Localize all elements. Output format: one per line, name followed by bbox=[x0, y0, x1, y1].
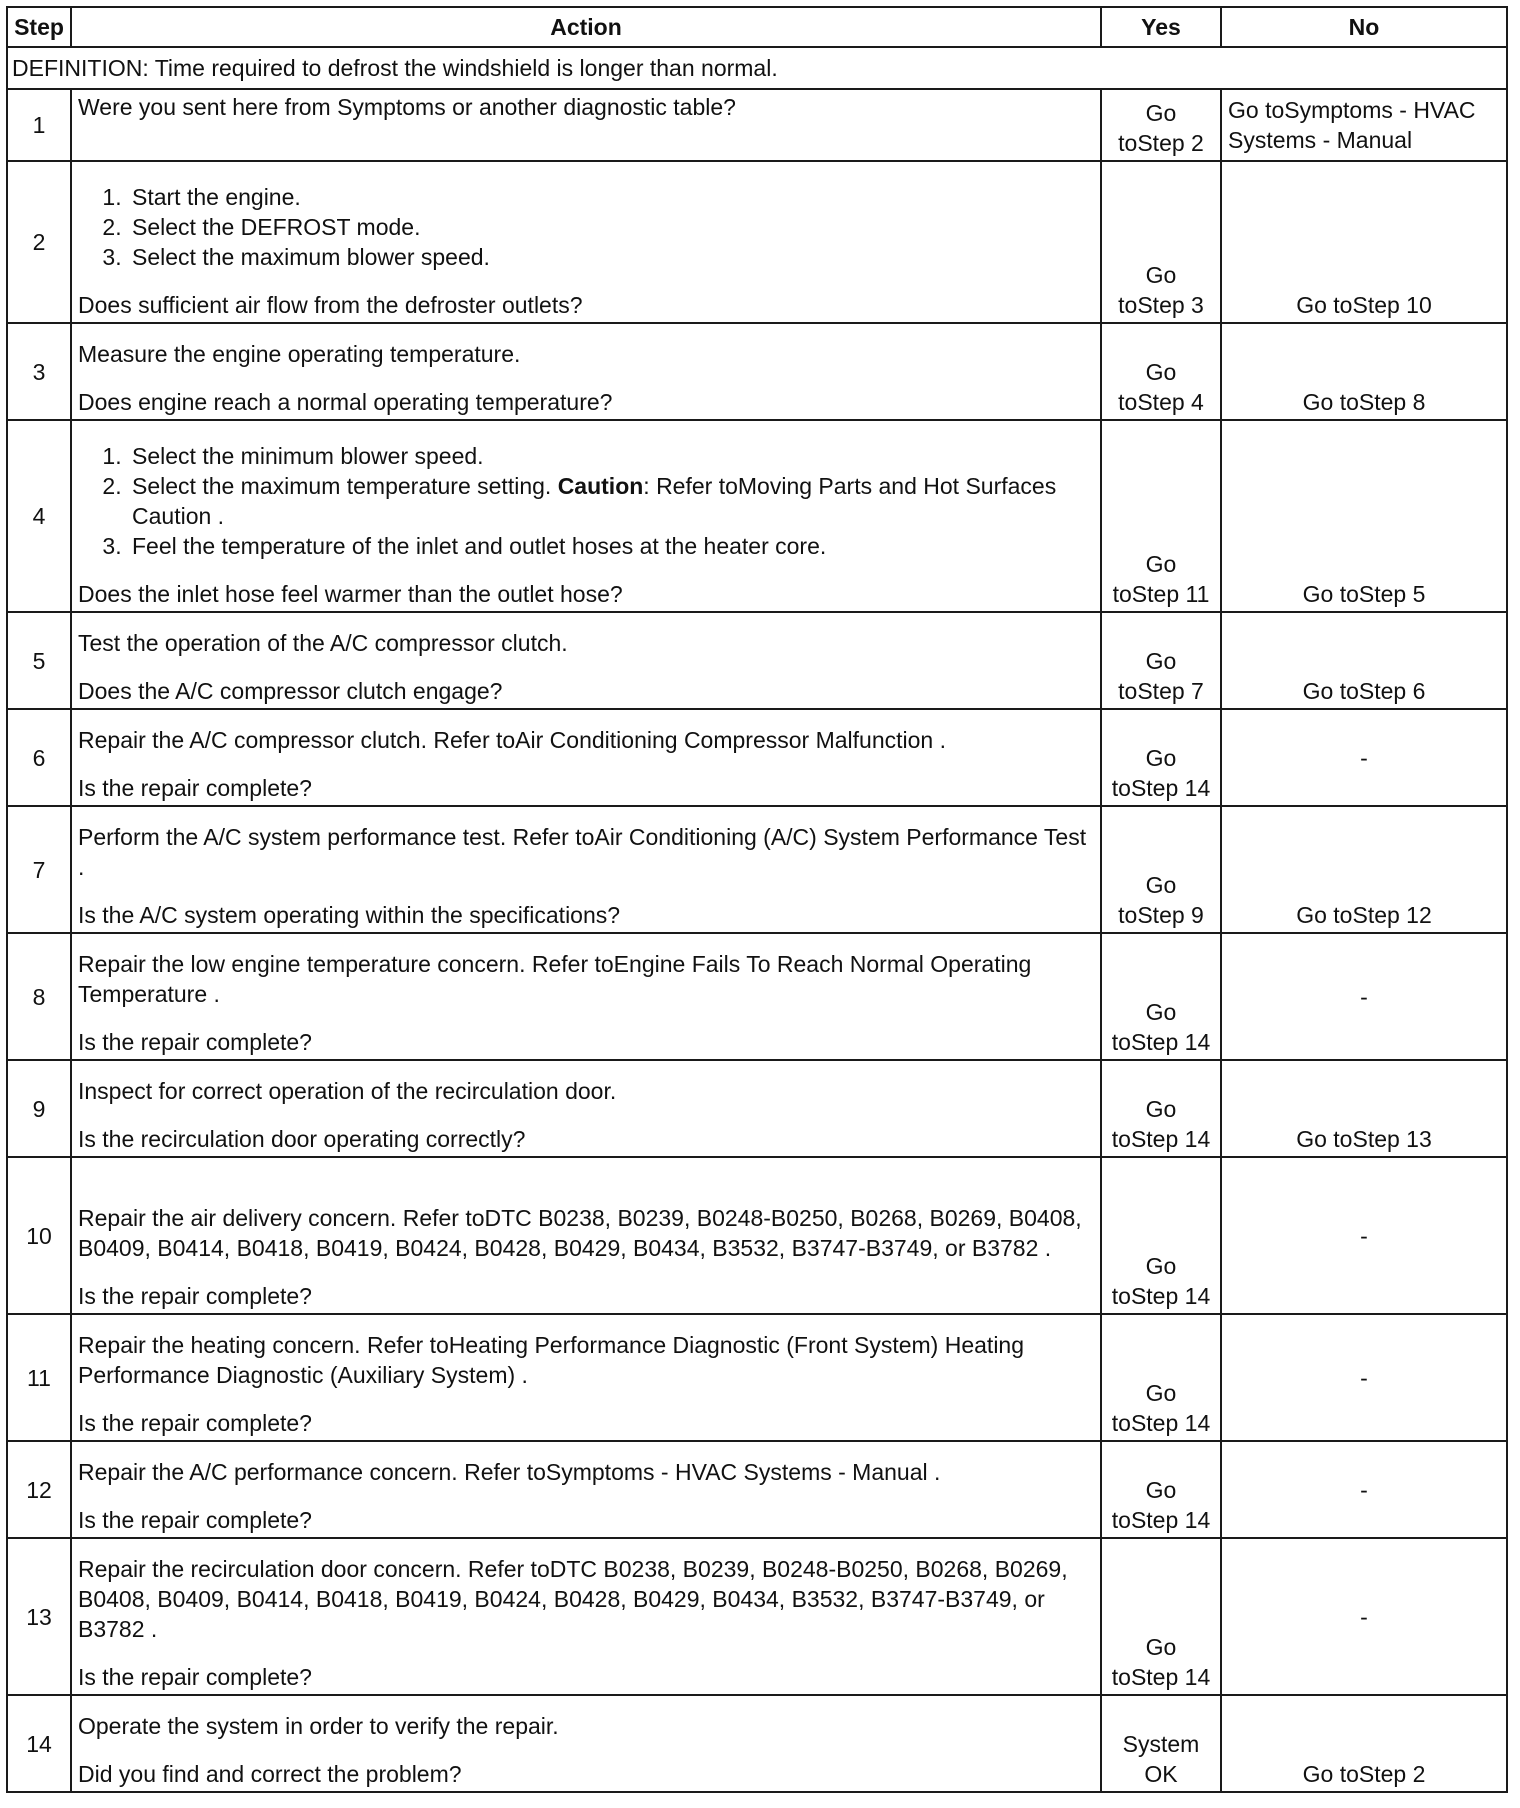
step-number: 13 bbox=[7, 1538, 71, 1695]
question-text: Is the repair complete? bbox=[78, 775, 312, 801]
action-text[interactable]: Repair the low engine temperature concern. Refer toEngine Fails To Reach Normal Operating Temperature . bbox=[78, 951, 1032, 1007]
action-cell bbox=[71, 161, 1101, 323]
yes-cell bbox=[1101, 1060, 1221, 1157]
action-text: Operate the system in order to verify the repair. bbox=[78, 1713, 559, 1739]
step-number: 8 bbox=[7, 933, 71, 1060]
table-row bbox=[7, 806, 1507, 933]
substep-list bbox=[78, 182, 1094, 272]
yes-link[interactable]: toStep 14 bbox=[1111, 1126, 1211, 1152]
question-text: Is the repair complete? bbox=[78, 1664, 312, 1690]
substep: 2. Select the DEFROST mode. bbox=[128, 212, 1094, 242]
yes-go: Go bbox=[1145, 100, 1177, 126]
action-text: Measure the engine operating temperature. bbox=[78, 341, 521, 367]
action-cell bbox=[71, 1314, 1101, 1441]
no-dash: - bbox=[1221, 1314, 1507, 1441]
action-text[interactable]: Repair the A/C compressor clutch. Refer toAir Conditioning Compressor Malfunction . bbox=[78, 727, 946, 753]
yes-link[interactable]: toStep 14 bbox=[1111, 775, 1211, 801]
step-number: 10 bbox=[7, 1157, 71, 1314]
yes-cell bbox=[1101, 89, 1221, 161]
yes-link[interactable]: toStep 7 bbox=[1118, 678, 1204, 704]
yes-link[interactable]: toStep 3 bbox=[1118, 292, 1204, 318]
yes-go: Go bbox=[1145, 359, 1177, 385]
action-cell bbox=[71, 709, 1101, 806]
yes-go: Go bbox=[1145, 551, 1177, 577]
question-text: Is the recirculation door operating correctly? bbox=[78, 1126, 526, 1152]
header-no: No bbox=[1221, 7, 1507, 47]
yes-link[interactable]: toStep 11 bbox=[1112, 581, 1210, 607]
yes-go: Go bbox=[1145, 1253, 1177, 1279]
action-cell bbox=[71, 1538, 1101, 1695]
table-row bbox=[7, 933, 1507, 1060]
no-link[interactable]: Go toStep 2 bbox=[1221, 1695, 1507, 1792]
question-text: Does the inlet hose feel warmer than the outlet hose? bbox=[78, 581, 623, 607]
step-number: 4 bbox=[7, 420, 71, 612]
action-text[interactable]: Perform the A/C system performance test. Refer toAir Conditioning (A/C) System Performance Test . bbox=[78, 824, 1087, 880]
question-text: Is the repair complete? bbox=[78, 1029, 312, 1055]
action-text: Inspect for correct operation of the recirculation door. bbox=[78, 1078, 617, 1104]
step-number: 9 bbox=[7, 1060, 71, 1157]
yes-cell bbox=[1101, 1695, 1221, 1792]
yes-cell bbox=[1101, 1157, 1221, 1314]
step-number: 3 bbox=[7, 323, 71, 420]
no-dash: - bbox=[1221, 709, 1507, 806]
yes-ok: OK bbox=[1144, 1761, 1178, 1787]
yes-cell bbox=[1101, 1538, 1221, 1695]
yes-go: Go bbox=[1145, 872, 1177, 898]
action-text[interactable]: Repair the recirculation door concern. Refer toDTC B0238, B0239, B0248-B0250, B0268, B0269, B0408, B0409, B0414, B0418, B0419, B0424, B0428, B0429, B0434, B3532, B3747-B3749, or B3782 . bbox=[78, 1556, 1068, 1642]
yes-cell bbox=[1101, 612, 1221, 709]
header-yes: Yes bbox=[1101, 7, 1221, 47]
step-number: 5 bbox=[7, 612, 71, 709]
action-cell bbox=[71, 1060, 1101, 1157]
yes-link[interactable]: toStep 14 bbox=[1111, 1664, 1211, 1690]
yes-go: Go bbox=[1145, 1477, 1177, 1503]
substep-text: Select the maximum temperature setting. bbox=[132, 473, 558, 499]
table-row bbox=[7, 420, 1507, 612]
diagnostic-table-container bbox=[6, 6, 1508, 1793]
step-number: 6 bbox=[7, 709, 71, 806]
question-text: Is the A/C system operating within the specifications? bbox=[78, 902, 621, 928]
caution-label: Caution bbox=[557, 473, 644, 499]
header-step: Step bbox=[7, 7, 71, 47]
yes-cell bbox=[1101, 709, 1221, 806]
no-link[interactable]: Go toStep 5 bbox=[1221, 420, 1507, 612]
yes-cell bbox=[1101, 420, 1221, 612]
step-number: 11 bbox=[7, 1314, 71, 1441]
question-text: Does engine reach a normal operating temperature? bbox=[78, 389, 613, 415]
yes-go: Go bbox=[1145, 1096, 1177, 1122]
substep: 1. Start the engine. bbox=[128, 182, 1094, 212]
action-cell bbox=[71, 1695, 1101, 1792]
action-cell bbox=[71, 1441, 1101, 1538]
yes-link[interactable]: toStep 2 bbox=[1118, 130, 1204, 156]
step-number: 14 bbox=[7, 1695, 71, 1792]
yes-go: Go bbox=[1145, 648, 1177, 674]
table-row bbox=[7, 709, 1507, 806]
no-dash: - bbox=[1221, 933, 1507, 1060]
question-text: Does the A/C compressor clutch engage? bbox=[78, 678, 503, 704]
yes-go: Go bbox=[1145, 1634, 1177, 1660]
action-text: Test the operation of the A/C compressor clutch. bbox=[78, 630, 568, 656]
yes-cell bbox=[1101, 161, 1221, 323]
yes-go: Go bbox=[1145, 1380, 1177, 1406]
substep-list bbox=[78, 441, 1094, 561]
question-text: Is the repair complete? bbox=[78, 1410, 312, 1436]
no-link[interactable]: Go toStep 6 bbox=[1221, 612, 1507, 709]
table-row bbox=[7, 1314, 1507, 1441]
action-text: Were you sent here from Symptoms or another diagnostic table? bbox=[71, 89, 1101, 161]
substep-text[interactable]: : Refer toMoving Parts and Hot Surfaces Caution . bbox=[132, 473, 1057, 529]
table-row bbox=[7, 1441, 1507, 1538]
yes-cell bbox=[1101, 1441, 1221, 1538]
table-row bbox=[7, 1538, 1507, 1695]
table-row bbox=[7, 612, 1507, 709]
substep: 3. Select the maximum blower speed. bbox=[128, 242, 1094, 272]
no-link[interactable]: Go toStep 8 bbox=[1221, 323, 1507, 420]
step-number: 1 bbox=[7, 89, 71, 161]
yes-cell bbox=[1101, 806, 1221, 933]
definition-text: DEFINITION: Time required to defrost the windshield is longer than normal. bbox=[7, 47, 1507, 89]
no-dash: - bbox=[1221, 1157, 1507, 1314]
question-text: Is the repair complete? bbox=[78, 1283, 312, 1309]
action-cell bbox=[71, 420, 1101, 612]
substep: 1. Select the minimum blower speed. bbox=[128, 441, 1094, 471]
yes-link[interactable]: toStep 14 bbox=[1111, 1410, 1211, 1436]
action-cell bbox=[71, 933, 1101, 1060]
step-number: 12 bbox=[7, 1441, 71, 1538]
no-dash: - bbox=[1221, 1538, 1507, 1695]
question-text: Is the repair complete? bbox=[78, 1507, 312, 1533]
no-link[interactable]: Go toStep 13 bbox=[1221, 1060, 1507, 1157]
table-row bbox=[7, 1695, 1507, 1792]
table-row bbox=[7, 1157, 1507, 1314]
question-text: Did you find and correct the problem? bbox=[78, 1761, 462, 1787]
header-row bbox=[7, 7, 1507, 47]
action-text[interactable]: Repair the A/C performance concern. Refer toSymptoms - HVAC Systems - Manual . bbox=[78, 1459, 941, 1485]
action-cell bbox=[71, 1157, 1101, 1314]
table-row bbox=[7, 323, 1507, 420]
action-text[interactable]: Repair the air delivery concern. Refer toDTC B0238, B0239, B0248-B0250, B0268, B0269, B0408, B0409, B0414, B0418, B0419, B0424, B0428, B0429, B0434, B3532, B3747-B3749, or B3782 . bbox=[78, 1205, 1082, 1261]
action-text[interactable]: Repair the heating concern. Refer toHeating Performance Diagnostic (Front System) Heating Performance Diagnostic (Auxiliary System) . bbox=[78, 1332, 1025, 1388]
action-cell bbox=[71, 612, 1101, 709]
yes-go: Go bbox=[1145, 745, 1177, 771]
table-row bbox=[7, 89, 1507, 161]
substep bbox=[128, 471, 1094, 531]
no-dash: - bbox=[1221, 1441, 1507, 1538]
yes-system: System bbox=[1122, 1731, 1200, 1757]
yes-cell bbox=[1101, 933, 1221, 1060]
step-number: 7 bbox=[7, 806, 71, 933]
yes-link[interactable]: toStep 14 bbox=[1111, 1507, 1211, 1533]
step-number: 2 bbox=[7, 161, 71, 323]
yes-link[interactable]: toStep 14 bbox=[1111, 1029, 1211, 1055]
yes-go: Go bbox=[1145, 999, 1177, 1025]
table-row bbox=[7, 161, 1507, 323]
yes-cell bbox=[1101, 1314, 1221, 1441]
yes-go: Go bbox=[1145, 262, 1177, 288]
question-text: Does sufficient air flow from the defroster outlets? bbox=[78, 292, 583, 318]
yes-cell bbox=[1101, 323, 1221, 420]
action-cell bbox=[71, 806, 1101, 933]
table-row bbox=[7, 1060, 1507, 1157]
no-link[interactable]: Go toSymptoms - HVAC Systems - Manual bbox=[1221, 89, 1507, 161]
yes-link[interactable]: toStep 4 bbox=[1118, 389, 1204, 415]
no-link[interactable]: Go toStep 12 bbox=[1221, 806, 1507, 933]
action-cell bbox=[71, 323, 1101, 420]
substep: 3. Feel the temperature of the inlet and outlet hoses at the heater core. bbox=[128, 531, 1094, 561]
definition-row bbox=[7, 47, 1507, 89]
no-link[interactable]: Go toStep 10 bbox=[1221, 161, 1507, 323]
diagnostic-table bbox=[6, 6, 1508, 1793]
yes-link[interactable]: toStep 9 bbox=[1118, 902, 1204, 928]
header-action: Action bbox=[71, 7, 1101, 47]
yes-link[interactable]: toStep 14 bbox=[1111, 1283, 1211, 1309]
